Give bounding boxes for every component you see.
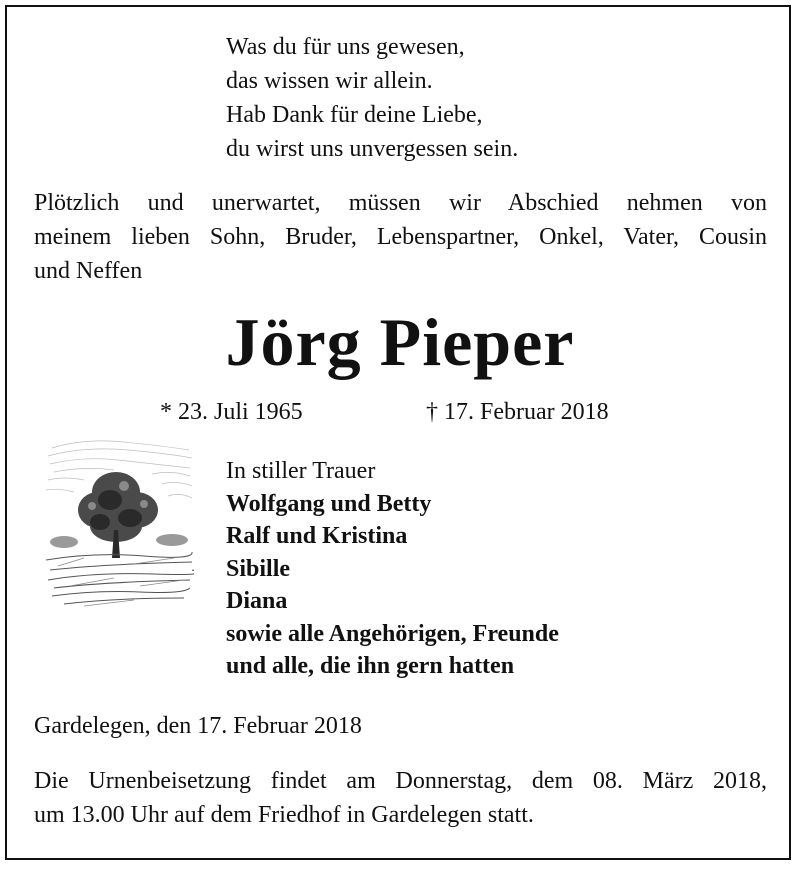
death-date: † 17. Februar 2018 (426, 399, 609, 425)
mourners-intro: In stiller Trauer (226, 458, 376, 484)
burial-line: Die Urnenbeisetzung findet am Donnerstag, dem 08. März 2018, (34, 768, 767, 794)
deceased-name: Jörg Pieper (225, 304, 575, 380)
tree-illustration (44, 430, 194, 615)
burial-info (34, 764, 767, 832)
poem-line: du wirst uns unvergessen sein. (226, 136, 519, 162)
mourner-name: Diana (226, 588, 288, 614)
mourner-name: Sibille (226, 555, 291, 582)
announcement-line: meinem lieben Sohn, Bruder, Lebenspartner, Onkel, Vater, Cousin (34, 224, 767, 250)
announcement-text (34, 186, 767, 288)
announcement-line: Plötzlich und unerwartet, müssen wir Abschied nehmen von (34, 190, 767, 216)
poem-line: das wissen wir allein. (226, 68, 433, 94)
mourners-list (226, 455, 559, 683)
birth-date: * 23. Juli 1965 (160, 399, 303, 425)
poem-line: Hab Dank für deine Liebe, (226, 102, 483, 128)
mourner-name: Ralf und Kristina (226, 523, 408, 549)
mourner-name: Wolfgang und Betty (226, 490, 432, 517)
mourner-name: sowie alle Angehörigen, Freunde (226, 620, 559, 647)
poem-line: Was du für uns gewesen, (226, 34, 465, 60)
place-and-date: Gardelegen, den 17. Februar 2018 (34, 713, 362, 739)
announcement-line: und Neffen (34, 258, 143, 284)
mourner-name: und alle, die ihn gern hatten (226, 653, 515, 679)
memorial-poem (226, 30, 518, 166)
burial-line: um 13.00 Uhr auf dem Friedhof in Gardelegen statt. (34, 802, 534, 828)
